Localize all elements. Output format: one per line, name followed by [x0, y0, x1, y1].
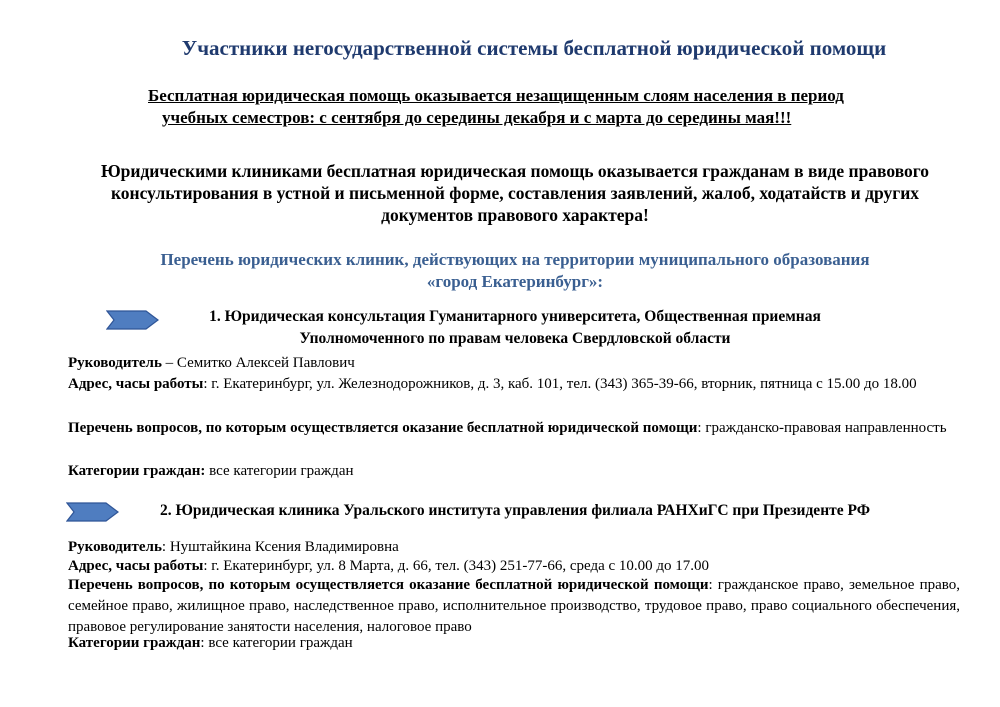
head-value: Нуштайкина Ксения Владимировна — [169, 539, 399, 555]
clinic-2-issues — [68, 575, 960, 638]
issues-value: : гражданское право, земельное право, семейное право, жилищное право, наследственное право, исполнительное производство, трудовое право, право социального обеспечения, правовое регулирование занятости населения, налоговое право — [68, 577, 960, 635]
clinic-2-categories — [68, 633, 960, 654]
notice-line-1: Бесплатная юридическая помощь оказывается незащищенным слоям населения в период — [148, 86, 844, 105]
issues-label: Перечень вопросов, по которым осуществляется оказание бесплатной юридической помощи — [68, 420, 698, 436]
notice — [140, 85, 940, 129]
clinic-1-issues — [68, 418, 960, 439]
clinic-1-title-line-1: 1. Юридическая консультация Гуманитарного университета, Общественная приемная — [209, 308, 821, 325]
issues-label: Перечень вопросов, по которым осуществляется оказание бесплатной юридической помощи — [68, 577, 709, 593]
clinic-1-head — [68, 353, 960, 374]
head-label: Руководитель — [68, 539, 162, 555]
list-heading-line-2: «город Екатеринбург»: — [426, 272, 604, 291]
clinic-1-categories — [68, 461, 960, 482]
list-heading-line-1: Перечень юридических клиник, действующих на территории муниципального образования — [160, 250, 870, 269]
head-separator: – — [161, 355, 177, 371]
categories-label: Категории граждан: — [68, 463, 206, 479]
issues-value: : гражданско-правовая направленность — [697, 420, 947, 436]
clinic-1-address — [68, 374, 960, 395]
categories-value: : все категории граждан — [200, 635, 353, 651]
notice-line-2: учебных семестров: с сентября до середины декабря и с марта до середины мая!!! — [162, 108, 792, 127]
clinics-list-heading — [90, 249, 940, 293]
clinic-2-address — [68, 556, 960, 577]
categories-label: Категории граждан — [68, 635, 201, 651]
arrow-right-icon — [106, 309, 160, 331]
address-label: Адрес, часы работы — [68, 558, 204, 574]
clinics-description: Юридическими клиниками бесплатная юридическая помощь оказывается гражданам в виде правового консультирования в устной и письменной форме, составления заявлений, жалоб, ходатайств и других документов правового характера! — [100, 161, 930, 225]
page-title: Участники негосударственной системы бесплатной юридической помощи — [181, 36, 887, 60]
head-label: Руководитель — [68, 355, 162, 371]
address-value: : г. Екатеринбург, ул. Железнодорожников, д. 3, каб. 101, тел. (343) 365-39-66, вторник, пятница с 15.00 до 18.00 — [203, 376, 917, 392]
clinic-1-title — [160, 306, 870, 350]
head-separator: : — [161, 539, 170, 555]
clinic-2-title — [120, 500, 910, 522]
address-value: : г. Екатеринбург, ул. 8 Марта, д. 66, тел. (343) 251-77-66, среда с 10.00 до 17.00 — [203, 558, 710, 574]
categories-value: все категории граждан — [205, 463, 354, 479]
head-value: Семитко Алексей Павлович — [176, 355, 355, 371]
address-label: Адрес, часы работы — [68, 376, 204, 392]
clinic-1-title-line-2: Уполномоченного по правам человека Свердловской области — [299, 330, 731, 347]
clinic-2-title-line-1: 2. Юридическая клиника Уральского института управления филиала РАНХиГС при Президенте РФ — [159, 502, 871, 519]
arrow-right-icon — [66, 501, 120, 523]
clinic-2-head — [68, 537, 960, 558]
